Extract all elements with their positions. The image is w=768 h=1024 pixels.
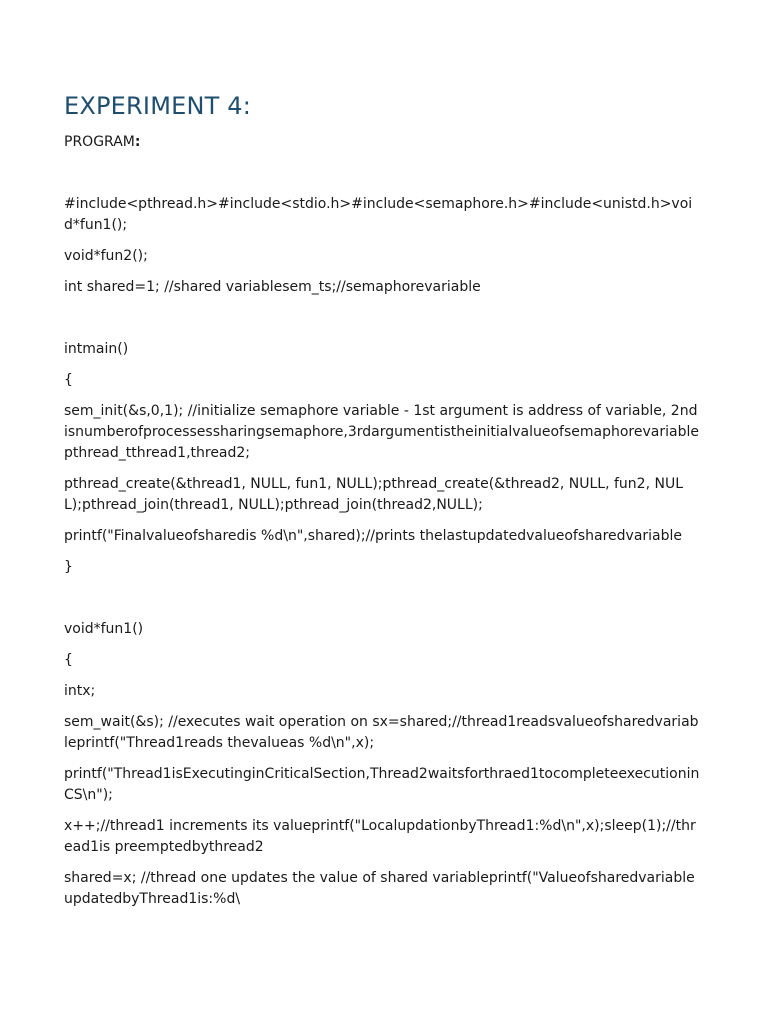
code-line: { [64, 652, 73, 668]
code-lines [64, 163, 700, 910]
code-line: void*fun2(); [64, 248, 148, 264]
program-label-text: PROGRAM [64, 134, 135, 150]
code-line: pthread_create(&thread1, NULL, fun1, NULL);pthread_create(&thread2, NULL, fun2, NULL);pthread_join(thread1, NULL);pthread_join(thread2,NULL); [64, 476, 684, 513]
blank-line [64, 163, 700, 184]
code-line: { [64, 372, 73, 388]
code-line: int shared=1; //shared variablesem_ts;//semaphorevariable [64, 279, 481, 295]
program-label [64, 132, 700, 153]
code-line: void*fun1() [64, 621, 144, 637]
code-line: intx; [64, 683, 96, 699]
code-line: printf("Thread1isExecutinginCriticalSection,Thread2waitsforthraed1tocompleteexecutioninCS\n"); [64, 766, 700, 803]
blank-line [64, 588, 700, 609]
code-line: intmain() [64, 341, 129, 357]
document-title: EXPERIMENT 4: [64, 92, 252, 120]
code-line: x++;//thread1 increments its valueprintf("LocalupdationbyThread1:%d\n",x);sleep(1);//thread1is preemptedbythread2 [64, 818, 696, 855]
code-line: shared=x; //thread one updates the value of shared variableprintf("ValueofsharedvariableupdatedbyThread1is:%d\ [64, 870, 695, 907]
code-line: } [64, 559, 73, 575]
program-label-colon: : [134, 134, 141, 150]
code-line: sem_init(&s,0,1); //initialize semaphore variable - 1st argument is address of variable, 2nd isnumberofprocessessharingsemaphore,3rdargumentistheinitialvalueofsemaphorevariablepthread_tthread1,thread2; [64, 403, 699, 461]
code-line: #include<pthread.h>#include<stdio.h>#include<semaphore.h>#include<unistd.h>void*fun1(); [64, 196, 693, 233]
code-line: printf("Finalvalueofsharedis %d\n",shared);//prints thelastupdatedvalueofsharedvariable [64, 528, 683, 544]
blank-line [64, 308, 700, 329]
code-line: sem_wait(&s); //executes wait operation on sx=shared;//thread1readsvalueofsharedvariableprintf("Thread1reads thevalueas %d\n",x); [64, 714, 699, 751]
document-page [64, 90, 700, 920]
